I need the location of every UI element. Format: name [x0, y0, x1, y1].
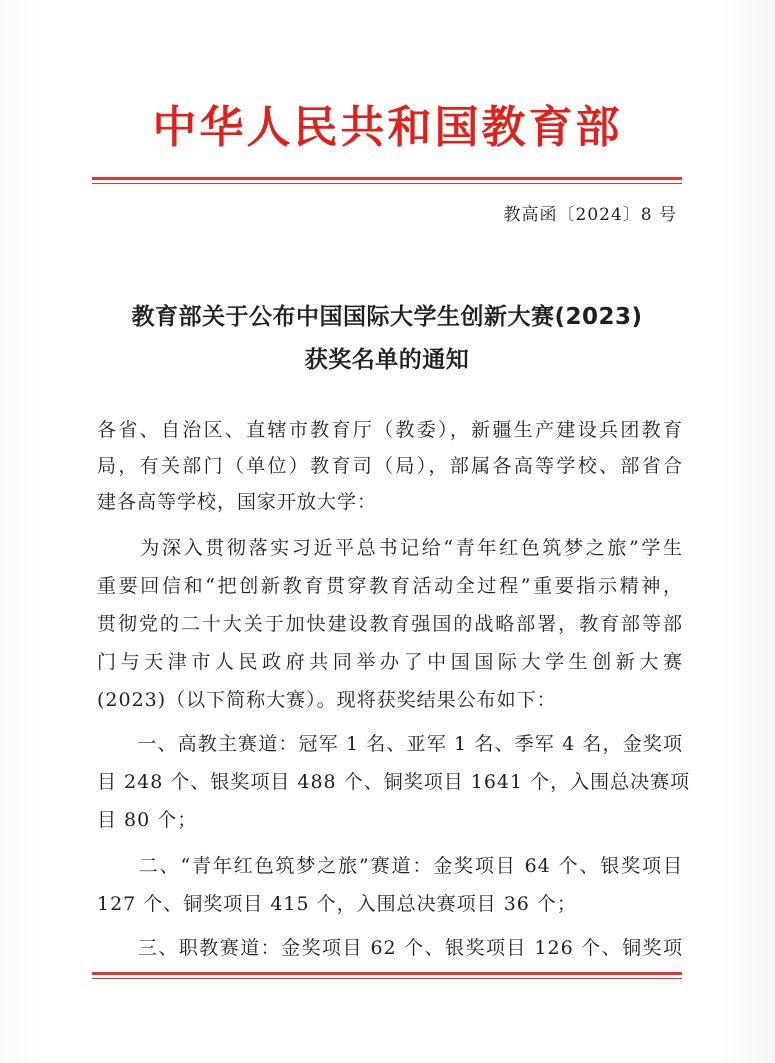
body-line-3: 建各高等学校，国家开放大学：	[97, 491, 378, 513]
body-line-11: 目 80 个；	[97, 809, 198, 831]
body-line-6: 贯彻党的二十大关于加快建设教育强国的战略部署，教育部等部	[97, 613, 683, 635]
body-line-12: 二、“青年红色筑梦之旅”赛道：金奖项目 64 个、银奖项目	[97, 855, 683, 877]
body-line-14: 三、职教赛道：金奖项目 62 个、银奖项目 126 个、铜奖项	[97, 937, 683, 959]
body-line-4: 为深入贯彻落实习近平总书记给“青年红色筑梦之旅”学生	[97, 537, 683, 559]
document-number: 教高函〔2024〕8 号	[503, 205, 677, 225]
body-line-9: 一、高教主赛道：冠军 1 名、亚军 1 名、季军 4 名，金奖项	[97, 733, 683, 755]
header-rule	[92, 177, 682, 184]
body-line-10: 目 248 个、银奖项目 488 个、铜奖项目 1641 个，入围总决赛项	[97, 771, 691, 793]
body-line-1: 各省、自治区、直辖市教育厅（教委），新疆生产建设兵团教育	[97, 419, 683, 441]
document-title-line-2: 获奖名单的通知	[304, 347, 470, 373]
body-line-7: 门与天津市人民政府共同举办了中国国际大学生创新大赛	[97, 651, 683, 673]
header-rule-thin	[92, 183, 682, 184]
body-line-5: 重要回信和“把创新教育贯穿教育活动全过程”重要指示精神，	[97, 575, 683, 597]
body-line-2: 局，有关部门（单位）教育司（局），部属各高等学校、部省合	[97, 455, 683, 477]
issuer-header: 中华人民共和国教育部	[152, 102, 623, 153]
footer-rule	[92, 972, 682, 979]
body-line-8: (2023)（以下简称大赛）。现将获奖结果公布如下：	[97, 689, 557, 711]
footer-rule-thick	[92, 972, 682, 975]
footer-rule-thin	[92, 978, 682, 979]
header-rule-thick	[92, 177, 682, 180]
body-line-13: 127 个、铜奖项目 415 个，入围总决赛项目 36 个；	[97, 893, 577, 915]
document-title-line-1: 教育部关于公布中国国际大学生创新大赛(2023)	[131, 304, 643, 330]
